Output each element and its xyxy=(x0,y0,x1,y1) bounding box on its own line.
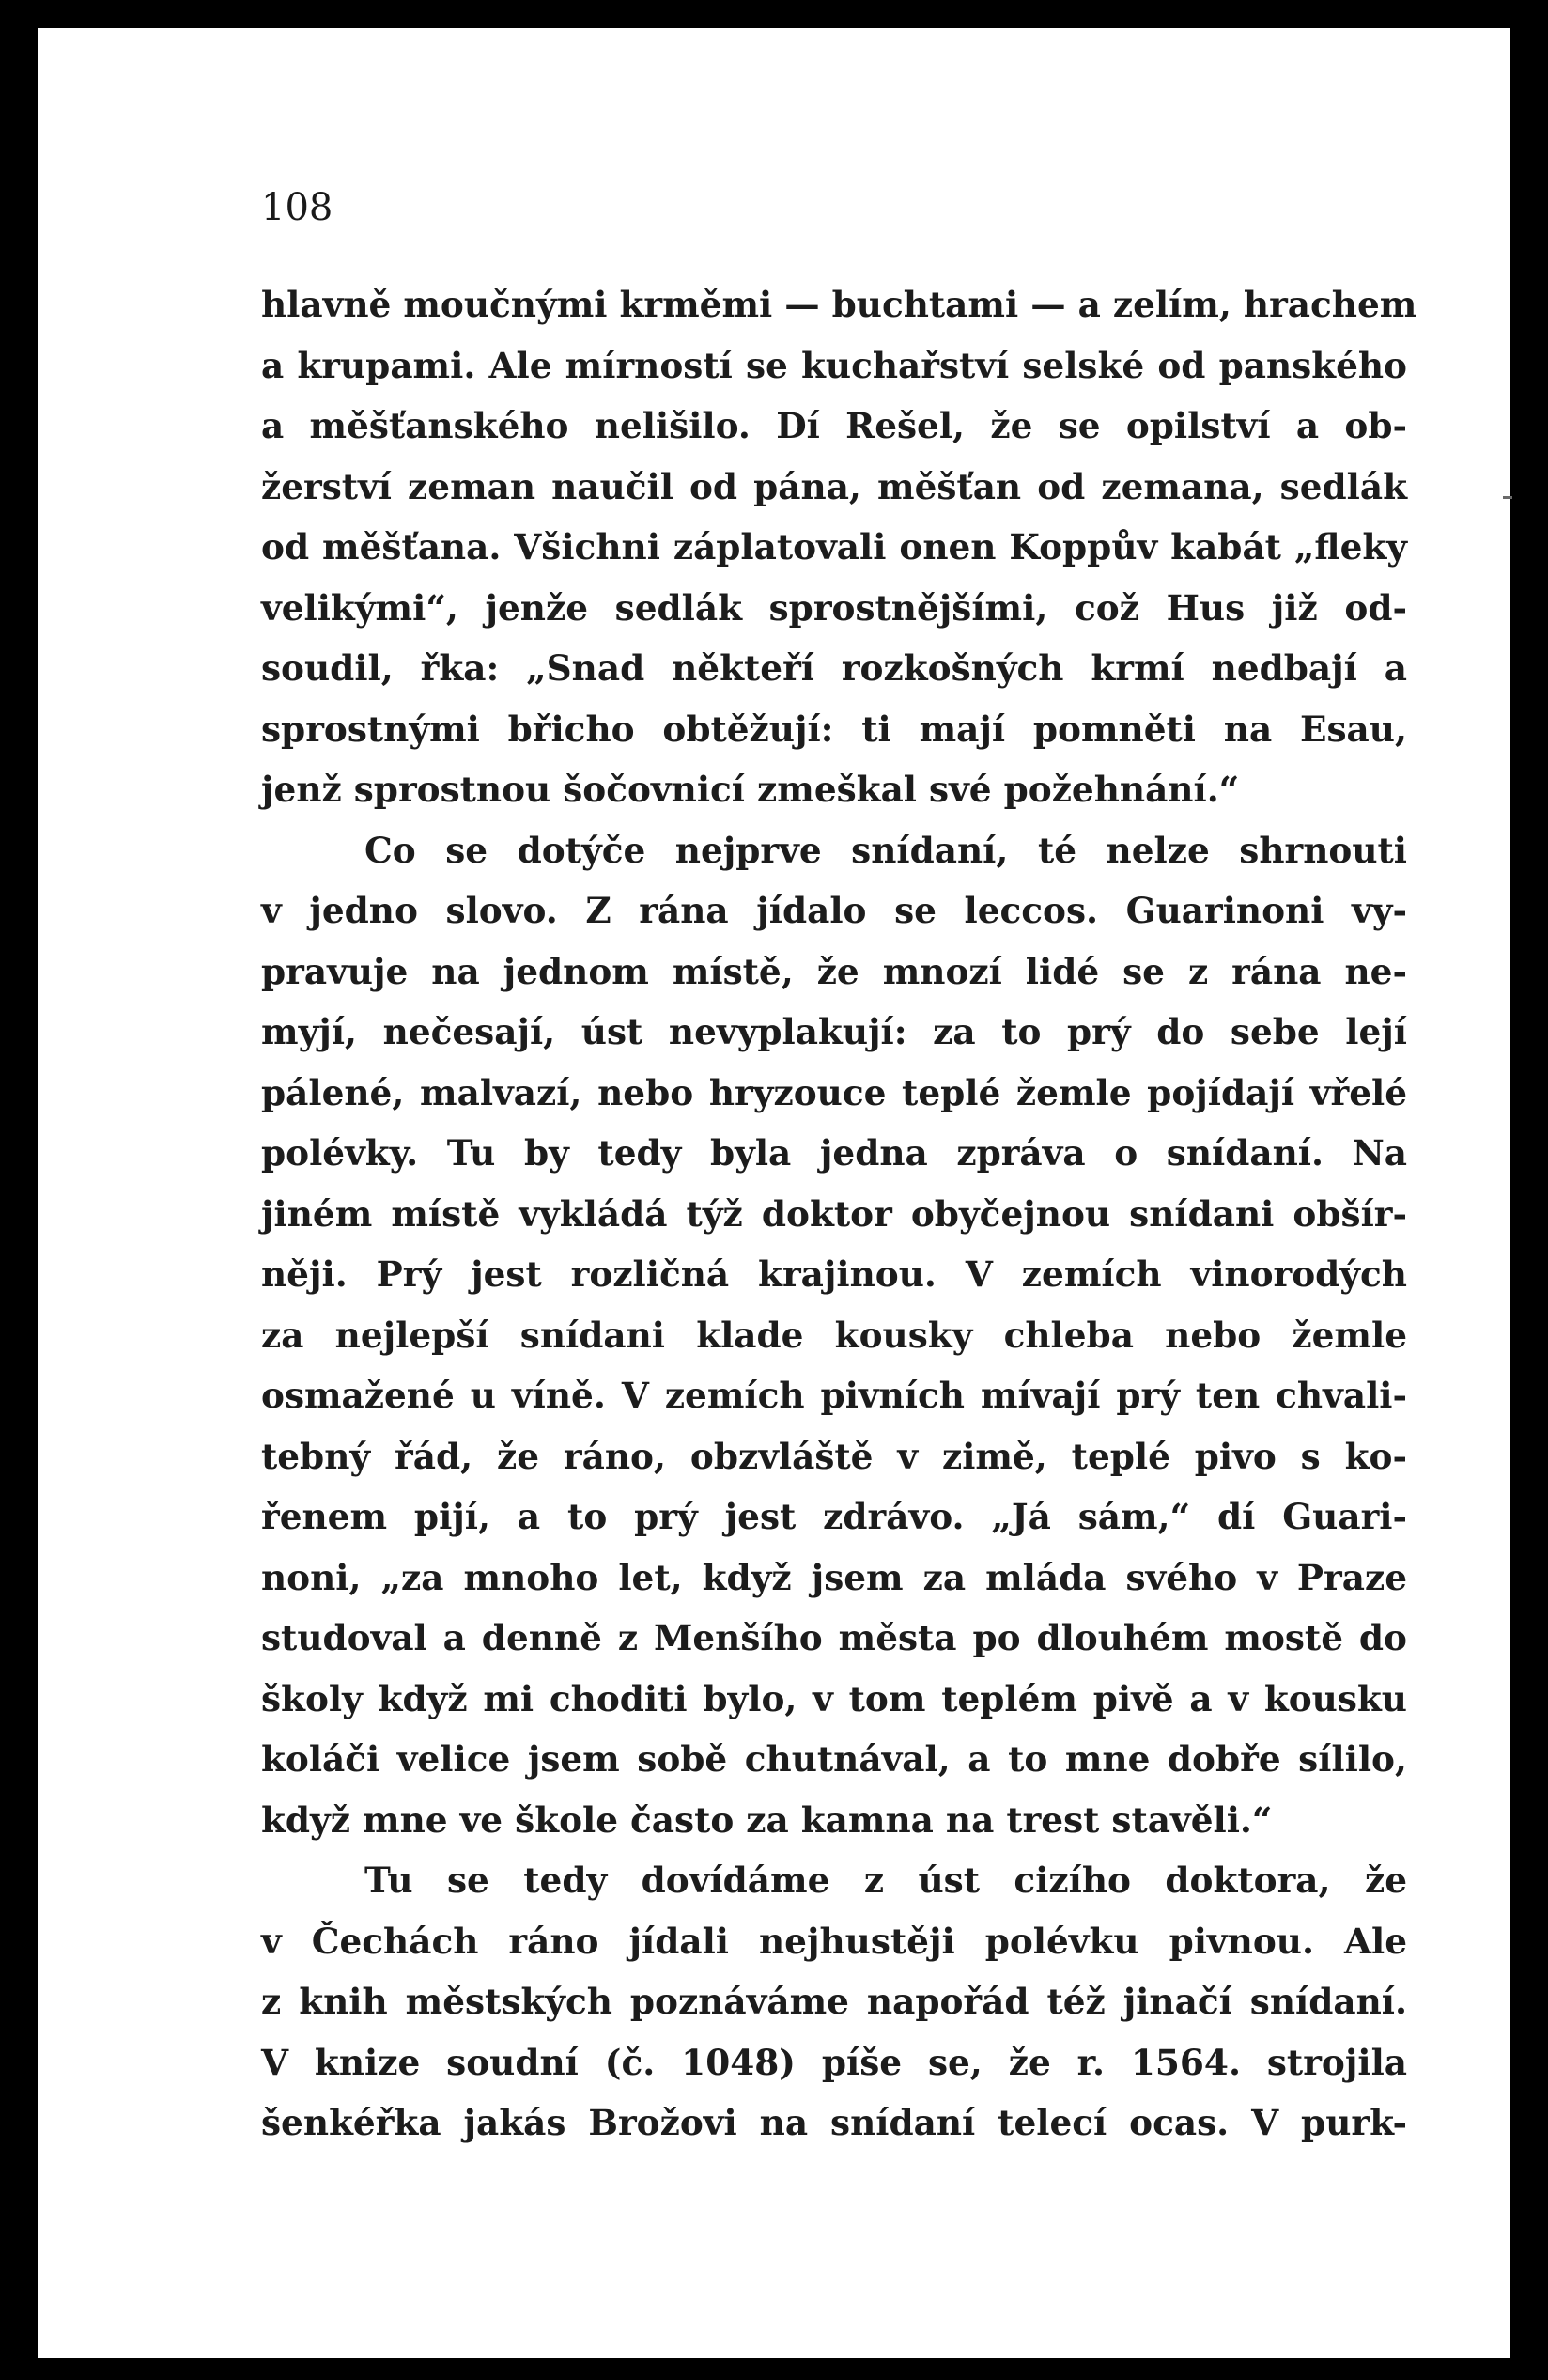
paragraph-end-line: jenž sprostnou šočovnicí zmeškal své požehnání.“ xyxy=(261,769,1240,810)
text-line: řenem pijí, a to prý jest zdrávo. „Já sám,“ dí Guari- xyxy=(261,1496,1407,1537)
text-line: školy když mi choditi bylo, v tom teplém pivě a v kousku xyxy=(261,1677,1407,1719)
text-line: tebný řád, že ráno, obzvláště v zimě, teplé pivo s ko- xyxy=(261,1435,1407,1477)
body-text xyxy=(261,274,1417,2154)
text-line: z knih městských poznáváme napořád též jinačí snídaní. xyxy=(261,1981,1407,2022)
text-line: něji. Prý jest rozličná krajinou. V zemích vinorodých xyxy=(261,1253,1407,1295)
text-line: žerství zeman naučil od pána, měšťan od zemana, sedlák xyxy=(261,465,1407,507)
text-line: V knize soudní (č. 1048) píše se, že r. 1564. strojila xyxy=(261,2041,1407,2083)
text-line: pravuje na jednom místě, že mnozí lidé se z rána ne- xyxy=(261,950,1407,992)
book-page xyxy=(38,28,1510,2358)
text-line: v jedno slovo. Z rána jídalo se leccos. Guarinoni vy- xyxy=(261,890,1407,931)
page-number: 108 xyxy=(261,186,333,229)
text-line: noni, „za mnoho let, když jsem za mláda svého v Praze xyxy=(261,1556,1407,1598)
text-line: a krupami. Ale mírností se kuchařství selské od panského xyxy=(261,344,1407,386)
text-line: v Čechách ráno jídali nejhustěji polévku pivnou. Ale xyxy=(261,1920,1407,1962)
margin-mark xyxy=(1503,496,1512,499)
paragraph-start-line: Co se dotýče nejprve snídaní, té nelze shrnouti xyxy=(364,829,1407,871)
text-line: za nejlepší snídani klade kousky chleba nebo žemle xyxy=(261,1314,1407,1356)
text-line: polévky. Tu by tedy byla jedna zpráva o snídaní. Na xyxy=(261,1132,1407,1174)
text-line: koláči velice jsem sobě chutnával, a to mne dobře sílilo, xyxy=(261,1738,1407,1780)
paragraph-start-line: Tu se tedy dovídáme z úst cizího doktora, že xyxy=(364,1859,1407,1901)
text-line: sprostnými břicho obtěžují: ti mají pomněti na Esau, xyxy=(261,708,1407,750)
text-line: hlavně moučnými krměmi — buchtami — a zelím, hrachem xyxy=(261,284,1417,325)
text-line: studoval a denně z Menšího města po dlouhém mostě do xyxy=(261,1617,1407,1658)
text-line: pálené, malvazí, nebo hryzouce teplé žemle pojídají vřelé xyxy=(261,1071,1407,1113)
text-line: šenkéřka jakás Brožovi na snídaní telecí ocas. V purk- xyxy=(261,2102,1407,2143)
text-line: myjí, nečesají, úst nevyplakují: za to prý do sebe lejí xyxy=(261,1011,1407,1052)
text-line: velikými“, jenže sedlák sprostnějšími, což Hus již od- xyxy=(261,586,1407,629)
text-line: a měšťanského nelišilo. Dí Rešel, že se opilství a ob- xyxy=(261,405,1407,446)
text-line: jiném místě vykládá týž doktor obyčejnou snídani obšír- xyxy=(261,1192,1407,1235)
text-line: soudil, řka: „Snad někteří rozkošných krmí nedbají a xyxy=(261,647,1407,689)
text-line: osmažené u víně. V zemích pivních mívají prý ten chvali- xyxy=(261,1375,1407,1416)
text-line: od měšťana. Všichni záplatovali onen Koppův kabát „fleky xyxy=(261,526,1407,568)
paragraph-end-line: když mne ve škole často za kamna na trest stavěli.“ xyxy=(261,1798,1273,1841)
